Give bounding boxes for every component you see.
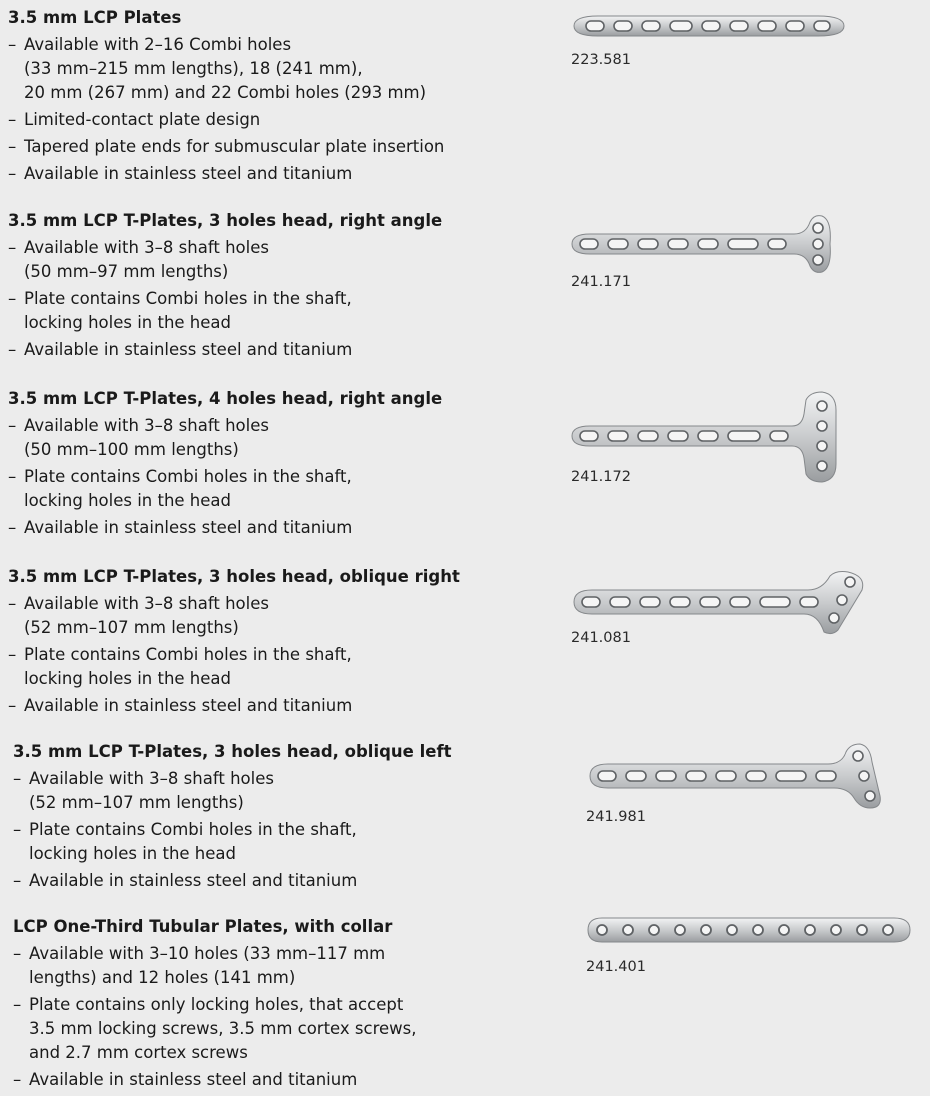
feature-text-line: – Available in stainless steel and titanium	[24, 518, 353, 537]
feature-list	[13, 942, 573, 1092]
feature-text-line: – Available with 3–8 shaft holes	[24, 416, 269, 435]
feature-item	[8, 338, 568, 362]
article-number: 223.581	[571, 52, 631, 68]
feature-text-line: – Plate contains only locking holes, that accept	[29, 995, 404, 1014]
feature-text-line: – Plate contains Combi holes in the shaft,	[24, 467, 352, 486]
product-title: 3.5 mm LCP T-Plates, 4 holes head, right angle	[8, 389, 443, 408]
feature-text-line: – Available in stainless steel and titanium	[24, 696, 353, 715]
feature-text-line: 20 mm (267 mm) and 22 Combi holes (293 mm)	[24, 83, 427, 102]
feature-text-line: – Available with 3–8 shaft holes	[29, 769, 274, 788]
feature-item	[13, 767, 573, 815]
feature-text-line: locking holes in the head	[24, 491, 231, 510]
feature-text-line: and 2.7 mm cortex screws	[29, 1043, 248, 1062]
product-section	[13, 915, 573, 1092]
feature-item	[8, 162, 568, 186]
plate-image-241-081	[568, 570, 868, 636]
feature-item	[13, 993, 573, 1065]
feature-text-line: – Available with 3–8 shaft holes	[24, 238, 269, 257]
feature-text-line: (50 mm–97 mm lengths)	[24, 262, 229, 281]
article-number: 241.172	[571, 469, 631, 485]
product-section	[8, 387, 568, 540]
product-title: 3.5 mm LCP T-Plates, 3 holes head, oblique left	[13, 742, 452, 761]
feature-item	[8, 465, 568, 513]
article-number: 241.171	[571, 274, 631, 290]
plate-image-241-401	[584, 914, 914, 946]
feature-item	[13, 1068, 573, 1092]
feature-text-line: – Available with 3–10 holes (33 mm–117 mm	[29, 944, 386, 963]
feature-item	[8, 287, 568, 335]
product-title: 3.5 mm LCP Plates	[8, 8, 182, 27]
feature-text-line: – Available with 3–8 shaft holes	[24, 594, 269, 613]
plate-image-241-981	[584, 742, 888, 812]
feature-text-line: locking holes in the head	[24, 313, 231, 332]
product-section	[8, 209, 568, 362]
feature-item	[13, 942, 573, 990]
feature-text-line: – Available in stainless steel and titanium	[29, 871, 358, 890]
feature-item	[8, 108, 568, 132]
feature-text-line: – Plate contains Combi holes in the shaft,	[24, 645, 352, 664]
plate-image-241-172	[566, 390, 842, 484]
feature-text-line: (33 mm–215 mm lengths), 18 (241 mm),	[24, 59, 363, 78]
feature-text-line: – Available with 2–16 Combi holes	[24, 35, 292, 54]
feature-text-line: lengths) and 12 holes (141 mm)	[29, 968, 296, 987]
feature-text-line: – Available in stainless steel and titanium	[24, 164, 353, 183]
feature-text-line: (52 mm–107 mm lengths)	[29, 793, 244, 812]
plate-image-223-581	[568, 12, 848, 40]
feature-item	[8, 414, 568, 462]
product-section	[8, 565, 568, 718]
feature-text-line: 3.5 mm locking screws, 3.5 mm cortex screws,	[29, 1019, 417, 1038]
feature-item	[8, 135, 568, 159]
feature-list	[8, 236, 568, 362]
feature-item	[8, 236, 568, 284]
article-number: 241.081	[571, 630, 631, 646]
feature-item	[8, 516, 568, 540]
feature-item	[13, 818, 573, 866]
product-title: 3.5 mm LCP T-Plates, 3 holes head, oblique right	[8, 567, 460, 586]
feature-text-line: – Plate contains Combi holes in the shaft,	[24, 289, 352, 308]
feature-list	[13, 767, 573, 893]
feature-item	[8, 592, 568, 640]
feature-text-line: – Tapered plate ends for submuscular plate insertion	[24, 137, 445, 156]
product-title: 3.5 mm LCP T-Plates, 3 holes head, right angle	[8, 211, 443, 230]
product-title: LCP One-Third Tubular Plates, with collar	[13, 917, 393, 936]
feature-item	[8, 33, 568, 105]
feature-list	[8, 414, 568, 540]
feature-text-line: (52 mm–107 mm lengths)	[24, 618, 239, 637]
product-section	[13, 740, 573, 893]
article-number: 241.401	[586, 959, 646, 975]
feature-item	[8, 694, 568, 718]
feature-list	[8, 33, 568, 186]
plate-image-241-171	[566, 212, 834, 276]
feature-text-line: – Limited-contact plate design	[24, 110, 261, 129]
feature-list	[8, 592, 568, 718]
feature-text-line: – Available in stainless steel and titanium	[24, 340, 353, 359]
product-section	[8, 6, 568, 186]
feature-item	[13, 869, 573, 893]
feature-text-line: – Plate contains Combi holes in the shaft,	[29, 820, 357, 839]
feature-text-line: – Available in stainless steel and titanium	[29, 1070, 358, 1089]
feature-text-line: locking holes in the head	[29, 844, 236, 863]
article-number: 241.981	[586, 809, 646, 825]
feature-text-line: locking holes in the head	[24, 669, 231, 688]
feature-text-line: (50 mm–100 mm lengths)	[24, 440, 239, 459]
feature-item	[8, 643, 568, 691]
